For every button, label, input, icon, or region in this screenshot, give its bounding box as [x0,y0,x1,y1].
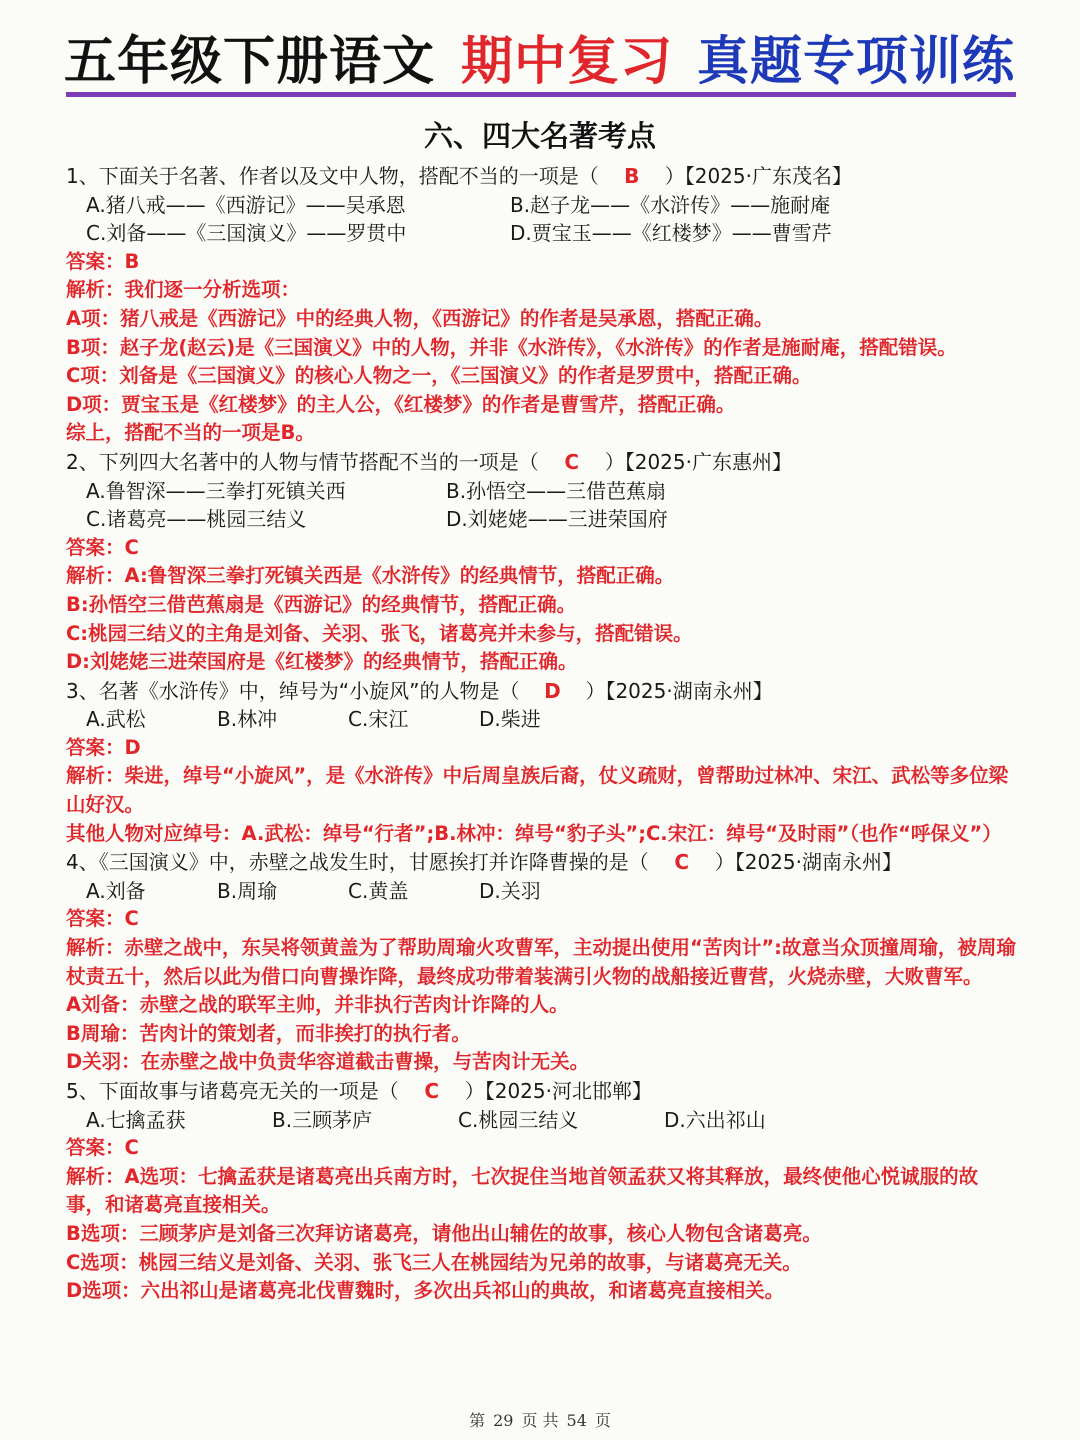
option: A.鲁智深——三拳打死镇关西 [86,478,346,503]
analysis-line: 解析：A:鲁智深三拳打死镇关西是《水浒传》的经典情节，搭配正确。 [66,564,675,588]
analysis-line: B选项：三顾茅庐是刘备三次拜访诸葛亮，请他出山辅佐的故事，核心人物包含诸葛亮。 [66,1221,822,1245]
option: B.周瑜 [217,878,278,903]
option: C.宋江 [348,707,409,732]
analysis-line: 解析：A选项：七擒孟获是诸葛亮出兵南方时，七次捉住当地首领孟获又将其释放，最终使他心悦诚服的故事，和诸葛亮直接相关。 [66,1164,979,1217]
answer-mark: C [424,1079,440,1103]
page-number: 29 [493,1411,514,1430]
option: B.三顾茅庐 [272,1107,373,1132]
analysis-line: A项：猪八戒是《西游记》中的经典人物，《西游记》的作者是吴承恩，搭配正确。 [66,306,774,330]
answer-line: 答案：C [66,1136,139,1160]
options-row [66,1106,1016,1135]
answer-mark: D [544,678,561,703]
analysis-line: B项：赵子龙(赵云)是《三国演义》中的人物，并非《水浒传》，《水浒传》的作者是施耐庵，搭配错误。 [66,335,957,359]
answer-line: 答案：C [66,535,139,559]
header-training: 真题专项训练 [697,31,1016,92]
analysis-line: C:桃园三结义的主角是刘备、关羽、张飞，诸葛亮并未参与，搭配错误。 [66,621,693,645]
analysis-line: 解析：我们逐一分析选项： [66,278,301,302]
answer-line: 答案：B [66,249,140,273]
option: A.武松 [86,707,146,732]
analysis-line: 综上，搭配不当的一项是B。 [66,421,315,445]
option: C.黄盖 [348,878,409,903]
analysis-line: A刘备：赤壁之战的联军主帅，并非执行苦肉计诈降的人。 [66,993,569,1017]
answer-line: 答案：D [66,735,141,759]
section-title: 六、四大名著考点 [423,119,656,153]
answer-line: 答案：C [66,907,139,931]
option: D.柴进 [479,707,541,732]
header-midterm: 期中复习 [461,31,674,92]
option: B.林冲 [217,707,278,732]
analysis-line: 其他人物对应绰号：A.武松：绰号“行者”;B.林冲：绰号“豹子头”;C.宋江：绰号“及时雨”（也作“呼保义”） [66,821,1002,845]
option: D.贾宝玉——《红楼梦》——曹雪芹 [510,221,832,246]
option: C.诸葛亮——桃园三结义 [86,507,307,532]
question-list [66,162,1016,1306]
option: D.六出祁山 [664,1107,766,1132]
header-divider [66,92,1016,97]
option: D.关羽 [479,878,541,903]
page-footer: 第 29 页 共 54 页 [469,1411,611,1430]
question-stem: 5、下面故事与诸葛亮无关的一项是（ C ）【2025·河北邯郸】 [66,1077,1016,1106]
options-row [66,219,1016,248]
option: C.刘备——《三国演义》——罗贯中 [86,221,407,246]
analysis-line: B周瑜：苦肉计的策划者，而非挨打的执行者。 [66,1021,471,1045]
option: B.孙悟空——三借芭蕉扇 [446,478,667,503]
question-stem: 4、《三国演义》中，赤壁之战发生时，甘愿挨打并诈降曹操的是（ C ）【2025·湖南永州】 [66,848,1016,877]
question-stem: 1、下面关于名著、作者以及文中人物，搭配不当的一项是（ B ）【2025·广东茂名】 [66,162,1016,191]
analysis-line: D关羽：在赤壁之战中负责华容道截击曹操，与苦肉计无关。 [66,1050,590,1074]
answer-mark: B [624,164,640,188]
analysis-line: C选项：桃园三结义是刘备、关羽、张飞三人在桃园结为兄弟的故事，与诸葛亮无关。 [66,1250,802,1274]
answer-mark: C [564,449,580,474]
option: A.七擒孟获 [86,1107,186,1132]
options-row [66,877,1016,906]
answer-mark: C [674,850,690,875]
analysis-line: C项：刘备是《三国演义》的核心人物之一，《三国演义》的作者是罗贯中，搭配正确。 [66,364,812,388]
options-row [66,505,1016,534]
analysis-line: D:刘姥姥三进荣国府是《红楼梦》的经典情节，搭配正确。 [66,650,578,674]
header-grade-subject: 五年级下册语文 [64,31,436,92]
analysis-line: D选项：六出祁山是诸葛亮北伐曹魏时，多次出兵祁山的典故，和诸葛亮直接相关。 [66,1279,785,1303]
options-row [66,477,1016,506]
analysis-line: 解析：柴进，绰号“小旋风”，是《水浒传》中后周皇族后裔，仗义疏财，曾帮助过林冲、宋江、武松等多位梁山好汉。 [66,764,1009,817]
option: A.猪八戒——《西游记》——吴承恩 [86,192,406,217]
options-row [66,191,1016,220]
option: D.刘姥姥——三进荣国府 [446,507,668,532]
total-pages: 54 [566,1411,587,1430]
question-stem: 3、名著《水浒传》中，绰号为“小旋风”的人物是（ D ）【2025·湖南永州】 [66,677,1016,706]
analysis-line: 解析：赤壁之战中，东吴将领黄盖为了帮助周瑜火攻曹军，主动提出使用“苦肉计”:故意当众顶撞周瑜，被周瑜杖责五十，然后以此为借口向曹操诈降，最终成功带着装满引火物的战船接近曹营，火烧赤壁，大败曹军。 [66,936,1016,988]
option: B.赵子龙——《水浒传》——施耐庵 [510,192,831,217]
question-stem: 2、下列四大名著中的人物与情节搭配不当的一项是（ C ）【2025·广东惠州】 [66,448,1016,477]
analysis-line: B:孙悟空三借芭蕉扇是《西游记》的经典情节，搭配正确。 [66,592,577,616]
options-row [66,705,1016,734]
analysis-line: D项：贾宝玉是《红楼梦》的主人公，《红楼梦》的作者是曹雪芹，搭配正确。 [66,392,736,416]
option: A.刘备 [86,878,146,903]
page-header [64,28,1016,92]
option: C.桃园三结义 [458,1107,579,1132]
